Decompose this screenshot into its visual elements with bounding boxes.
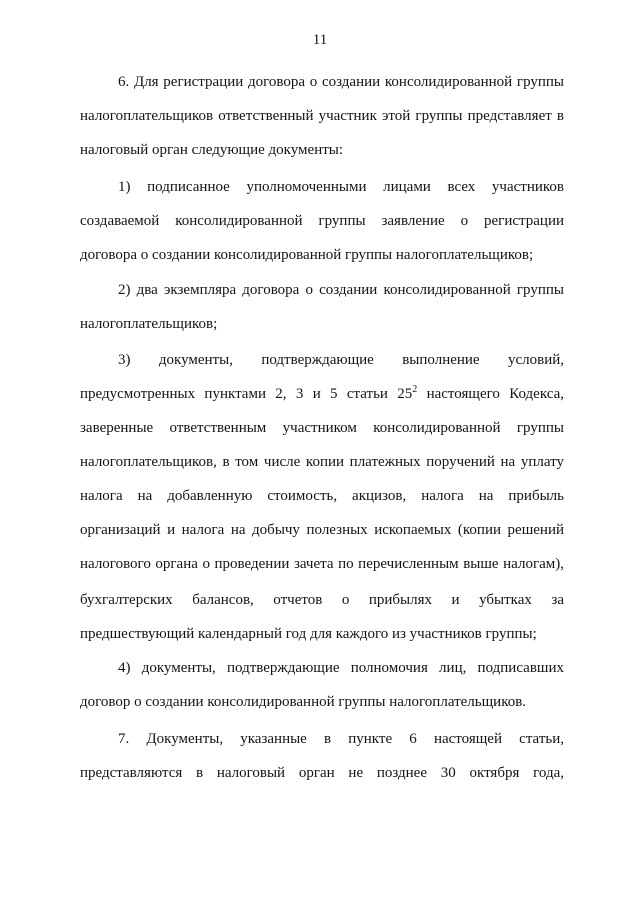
text-line-20: 7. Документы, указанные в пункте 6 настоящей статьи, (118, 731, 564, 747)
text-line-18: 4) документы, подтверждающие полномочия лиц, подписавших (118, 660, 564, 676)
text-line-6: договора о создании консолидированной группы налогоплательщиков; (80, 247, 534, 263)
text-line-2: налогоплательщиков ответственный участник этой группы представляет в (80, 108, 564, 124)
text-line-17: предшествующий календарный год для каждого из участников группы; (80, 626, 537, 642)
text-line-10-before: предусмотренных пунктами 2, 3 и 5 статьи 25 (80, 386, 413, 402)
text-line-10-after: настоящего Кодекса, (417, 386, 564, 402)
page-number: 11 (312, 32, 328, 48)
text-line-15: налогового органа о проведении зачета по перечисленным выше налогам), (80, 556, 564, 572)
text-line-13: налога на добавленную стоимость, акцизов, налога на прибыль (80, 488, 564, 504)
text-line-10 (80, 384, 564, 404)
text-line-21: представляются в налоговый орган не позднее 30 октября года, (80, 765, 564, 781)
text-line-12: налогоплательщиков, в том числе копии платежных поручений на уплату (80, 454, 564, 470)
text-line-1: 6. Для регистрации договора о создании консолидированной группы (118, 74, 564, 90)
text-line-8: налогоплательщиков; (80, 316, 218, 332)
text-line-5: создаваемой консолидированной группы заявление о регистрации (80, 213, 564, 229)
text-line-3: налоговый орган следующие документы: (80, 142, 344, 158)
superscript: 2 (412, 384, 418, 395)
text-line-14: организаций и налога на добычу полезных ископаемых (копии решений (80, 522, 564, 538)
text-line-4: 1) подписанное уполномоченными лицами всех участников (118, 179, 564, 195)
text-line-16: бухгалтерских балансов, отчетов о прибылях и убытках за (80, 592, 564, 608)
text-line-11: заверенные ответственным участником консолидированной группы (80, 420, 564, 436)
text-line-9: 3) документы, подтверждающие выполнение условий, (118, 352, 564, 368)
text-line-7: 2) два экземпляра договора о создании консолидированной группы (118, 282, 564, 298)
text-line-19: договор о создании консолидированной группы налогоплательщиков. (80, 694, 527, 710)
